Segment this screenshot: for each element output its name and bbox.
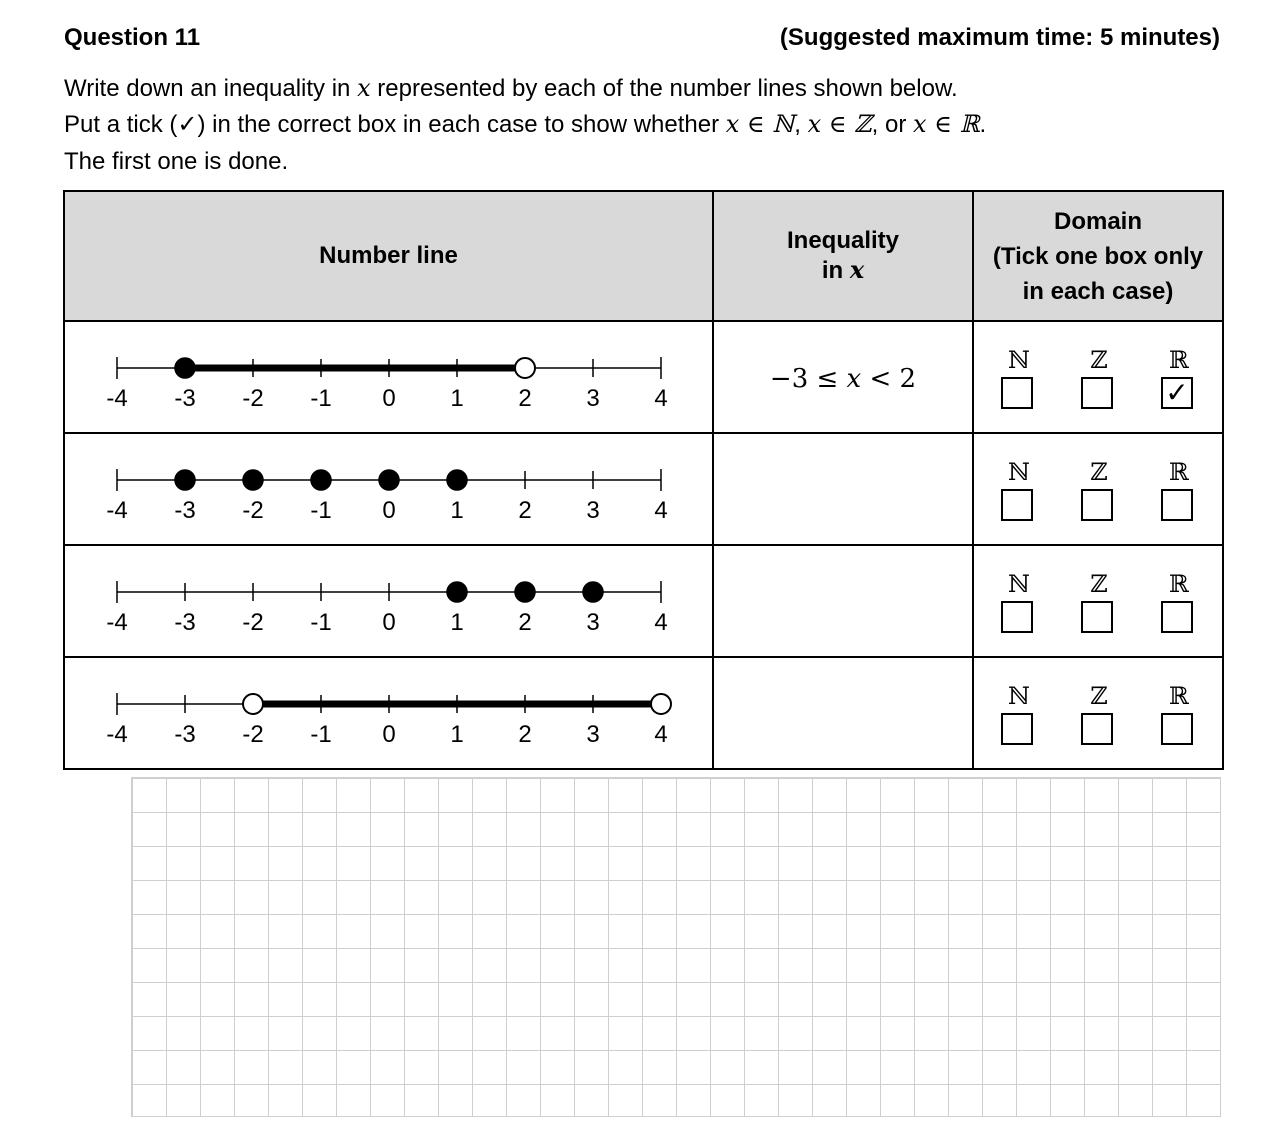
- math-x-in-r: x ∈ ℝ: [913, 110, 980, 138]
- open-point: [243, 694, 263, 714]
- domain-options: [974, 546, 1222, 656]
- domain-note-emphasis: one: [1055, 242, 1098, 270]
- filled-point: [243, 470, 263, 490]
- variable-x: x: [357, 74, 371, 102]
- domain-symbol-integers: ℤ: [1090, 346, 1108, 374]
- header-domain-title: Domain: [1053, 207, 1142, 235]
- domain-cell: [973, 657, 1223, 769]
- domain-options: [974, 322, 1222, 432]
- domain-symbol-naturals: ℕ: [1008, 458, 1030, 486]
- inequality-cell: [713, 321, 973, 433]
- number-line: [65, 547, 712, 655]
- tick-label: -1: [310, 497, 332, 524]
- instruction-text: .: [979, 111, 987, 138]
- table-row: [64, 433, 1223, 545]
- table-row: [64, 657, 1223, 769]
- tick-label: -2: [242, 721, 264, 748]
- suggested-time: (Suggested maximum time: 5 minutes): [779, 24, 1220, 51]
- tick-label: 2: [518, 385, 532, 412]
- domain-symbol-integers: ℤ: [1090, 458, 1108, 486]
- tick-label: 0: [382, 385, 396, 412]
- inequality-cell[interactable]: [713, 545, 973, 657]
- tick-label: 1: [450, 609, 464, 636]
- tick-label: -3: [174, 497, 196, 524]
- answer-table: [63, 190, 1224, 770]
- domain-symbol-naturals: ℕ: [1008, 346, 1030, 374]
- domain-symbol-reals: ℝ: [1169, 682, 1189, 710]
- instruction-line-3: The first one is done.: [64, 148, 289, 175]
- inequality-cell[interactable]: [713, 433, 973, 545]
- checkbox-naturals[interactable]: [1001, 601, 1033, 633]
- header-domain: [973, 191, 1223, 321]
- instruction-line-1: [64, 74, 958, 103]
- filled-point: [515, 582, 535, 602]
- working-grid[interactable]: [131, 777, 1221, 1117]
- tick-label: 0: [382, 721, 396, 748]
- inequality-answer: −3 ≤ 𝑥 < 2: [769, 364, 917, 394]
- checkbox-naturals[interactable]: [1001, 713, 1033, 745]
- tick-label: 4: [654, 385, 668, 412]
- domain-cell: [973, 545, 1223, 657]
- inequality-cell[interactable]: [713, 657, 973, 769]
- table-row: [64, 545, 1223, 657]
- header-inequality: [713, 191, 973, 321]
- tick-label: 0: [382, 609, 396, 636]
- number-line: [65, 323, 712, 431]
- checkbox-integers[interactable]: [1081, 489, 1113, 521]
- instruction-text: , or: [871, 111, 914, 138]
- domain-symbol-integers: ℤ: [1090, 570, 1108, 598]
- domain-symbol-reals: ℝ: [1169, 458, 1189, 486]
- number-line: [65, 435, 712, 543]
- checkbox-integers[interactable]: [1081, 713, 1113, 745]
- tick-label: -2: [242, 385, 264, 412]
- header-number-line: Number line: [64, 191, 713, 321]
- tick-label: 4: [654, 609, 668, 636]
- table-header-row: [64, 191, 1223, 321]
- checkbox-reals[interactable]: [1161, 489, 1193, 521]
- tick-label: 2: [518, 609, 532, 636]
- tick-label: -1: [310, 721, 332, 748]
- filled-point: [379, 470, 399, 490]
- domain-symbol-reals: ℝ: [1169, 570, 1189, 598]
- header-domain-note-2: in each case): [1022, 277, 1174, 305]
- tick-label: 3: [586, 609, 600, 636]
- checkbox-reals[interactable]: ✓: [1161, 377, 1193, 409]
- checkbox-integers[interactable]: [1081, 377, 1113, 409]
- checkbox-reals[interactable]: [1161, 713, 1193, 745]
- domain-symbol-integers: ℤ: [1090, 682, 1108, 710]
- number-line-cell: [64, 433, 713, 545]
- tick-label: -4: [106, 385, 128, 412]
- filled-point: [583, 582, 603, 602]
- tick-label: 3: [586, 497, 600, 524]
- filled-point: [447, 470, 467, 490]
- header-inequality-prefix: in: [821, 257, 850, 284]
- filled-point: [175, 470, 195, 490]
- checkbox-integers[interactable]: [1081, 601, 1113, 633]
- domain-options: [974, 658, 1222, 768]
- instruction-text: ,: [794, 111, 808, 138]
- domain-note-text: (Tick: [992, 242, 1056, 270]
- tick-label: 2: [518, 721, 532, 748]
- table-row: [64, 321, 1223, 433]
- header-domain-note: [974, 239, 1222, 274]
- filled-point: [175, 358, 195, 378]
- tick-label: 1: [450, 721, 464, 748]
- checkbox-naturals[interactable]: [1001, 377, 1033, 409]
- tick-label: 0: [382, 497, 396, 524]
- domain-symbol-reals: ℝ: [1169, 346, 1189, 374]
- math-x-in-z: x ∈ ℤ: [807, 110, 872, 138]
- number-line-cell: [64, 545, 713, 657]
- tick-label: 2: [518, 497, 532, 524]
- domain-symbol-naturals: ℕ: [1008, 682, 1030, 710]
- header-inequality-line2: [714, 255, 972, 285]
- filled-point: [447, 582, 467, 602]
- tick-label: 1: [450, 385, 464, 412]
- tick-label: -4: [106, 609, 128, 636]
- checkbox-naturals[interactable]: [1001, 489, 1033, 521]
- tick-label: 4: [654, 497, 668, 524]
- tick-label: 3: [586, 385, 600, 412]
- tick-label: -1: [310, 609, 332, 636]
- header-variable-x: x: [849, 255, 865, 284]
- number-line-cell: [64, 321, 713, 433]
- tick-label: -1: [310, 385, 332, 412]
- number-line: [65, 659, 712, 767]
- math-x-in-n: x ∈ ℕ: [725, 110, 795, 138]
- question-title: Question 11: [64, 24, 201, 51]
- domain-options: [974, 434, 1222, 544]
- header-inequality-line1: Inequality: [786, 227, 900, 254]
- domain-symbol-naturals: ℕ: [1008, 570, 1030, 598]
- number-line-cell: [64, 657, 713, 769]
- tick-label: -4: [106, 497, 128, 524]
- open-point: [651, 694, 671, 714]
- domain-note-text: box only: [1097, 242, 1204, 270]
- tick-label: 4: [654, 721, 668, 748]
- tick-label: -3: [174, 385, 196, 412]
- tick-label: -2: [242, 609, 264, 636]
- domain-cell: [973, 321, 1223, 433]
- checkbox-reals[interactable]: [1161, 601, 1193, 633]
- tick-label: -4: [106, 721, 128, 748]
- tick-label: -3: [174, 609, 196, 636]
- filled-point: [311, 470, 331, 490]
- tick-label: -3: [174, 721, 196, 748]
- instruction-line-2: [64, 110, 986, 139]
- domain-cell: [973, 433, 1223, 545]
- instruction-text: Put a tick (✓) in the correct box in each case to show whether: [64, 111, 726, 138]
- tick-label: -2: [242, 497, 264, 524]
- open-point: [515, 358, 535, 378]
- instruction-text: Write down an inequality in: [64, 75, 358, 102]
- tick-label: 3: [586, 721, 600, 748]
- instruction-text: represented by each of the number lines shown below.: [370, 75, 958, 102]
- tick-label: 1: [450, 497, 464, 524]
